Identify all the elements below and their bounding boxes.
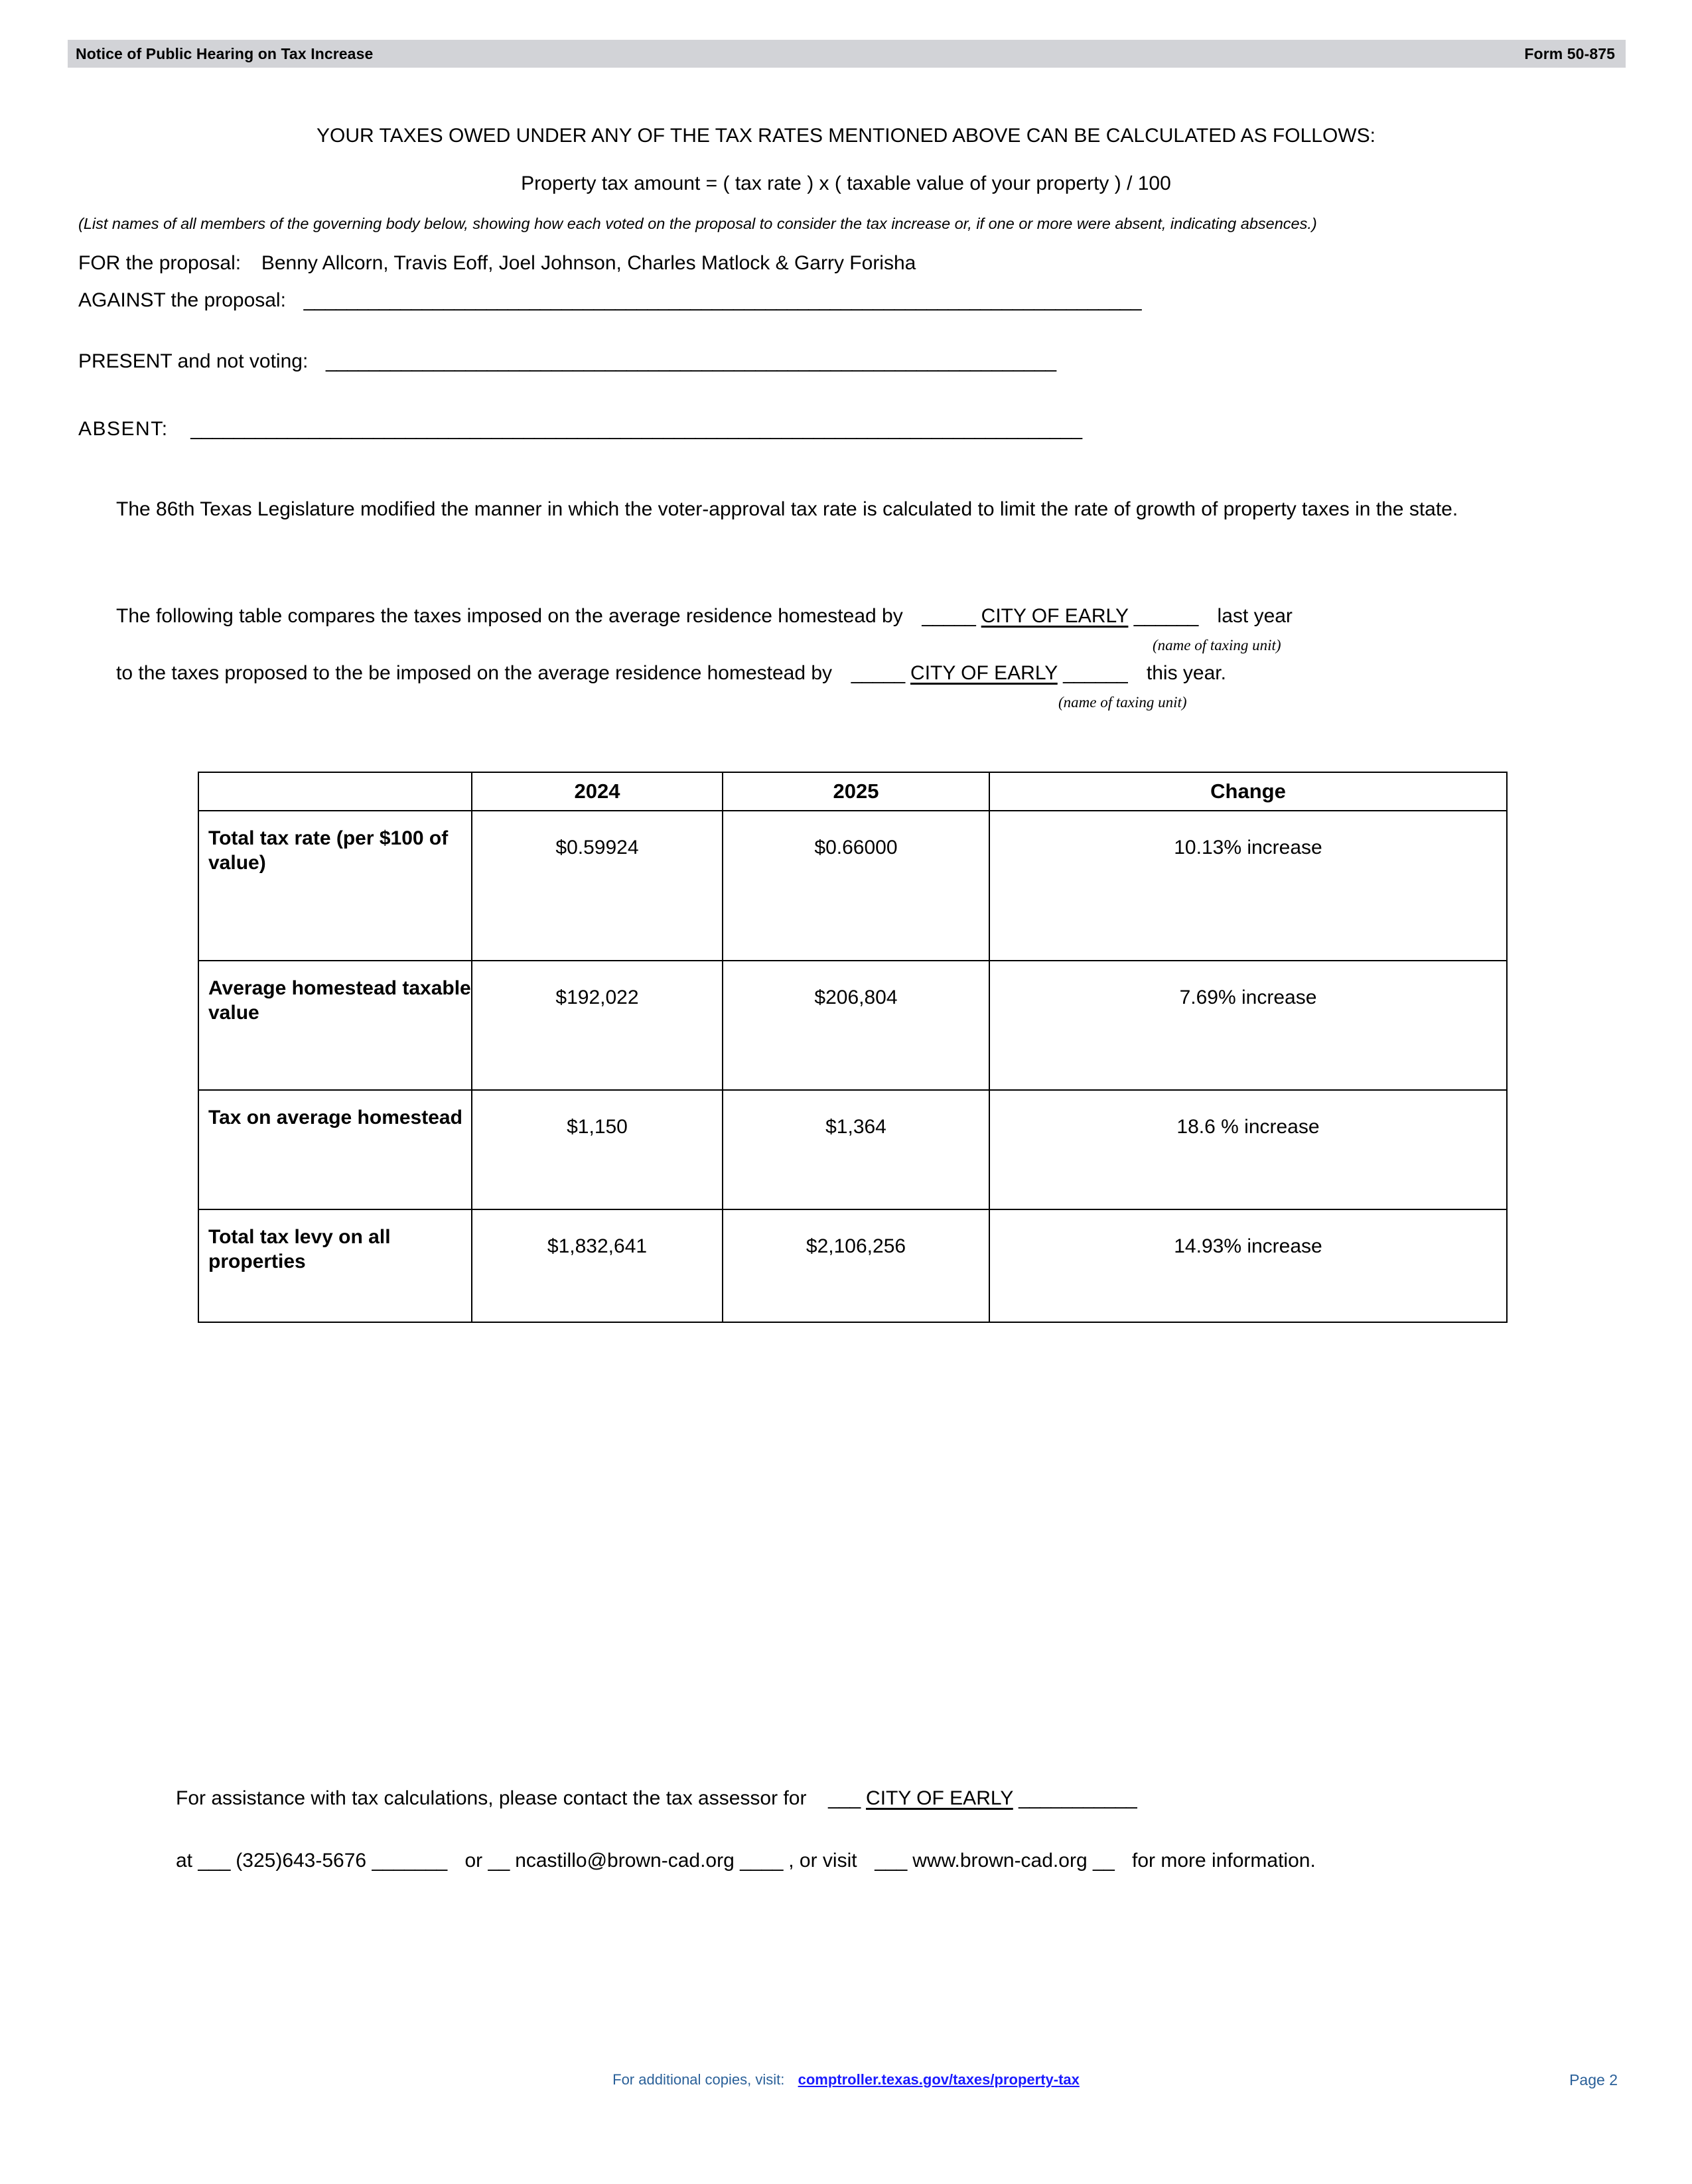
cell-total-levy-2024: $1,832,641 [472,1209,723,1322]
assistance-or-label: or [464,1850,483,1872]
vote-against-blank[interactable]: ______________________________________________________________________________ [303,289,1142,311]
email-blank-trail: ____ [740,1850,783,1872]
assessor-website[interactable]: www.brown-cad.org [912,1850,1088,1872]
cell-tax-on-homestead-change: 18.6 % increase [989,1090,1507,1209]
unit-caption-2: (name of taxing unit) [1058,694,1187,711]
page-number: Page 2 [1569,2071,1618,2088]
comparison-line-2 [116,661,1226,686]
cell-total-levy-2025: $2,106,256 [723,1209,989,1322]
governing-body-instruction: (List names of all members of the governing body below, showing how each voted on the proposal to consider the tax increase or, if one or more were absent, indicating absences.) [78,215,1317,232]
assessor-email[interactable]: ncastillo@brown-cad.org [515,1850,735,1872]
cell-tax-on-homestead-2025: $1,364 [723,1090,989,1209]
phone-blank-trail: _______ [372,1850,447,1872]
col-header-2025: 2025 [723,772,989,811]
table-row [198,1090,1507,1209]
comptroller-link[interactable]: comptroller.texas.gov/taxes/property-tax [798,2071,1080,2088]
assistance-at-label: at [176,1850,193,1872]
table-header-row [198,772,1507,811]
comparison-line-2-unit[interactable]: CITY OF EARLY [910,662,1058,684]
cell-tax-rate-2025: $0.66000 [723,811,989,961]
comparison-line-2-blank-lead: _____ [851,662,905,684]
cell-total-levy-change: 14.93% increase [989,1209,1507,1322]
footer-note: For additional copies, visit: [612,2071,785,2088]
vote-present-label: PRESENT and not voting: [78,350,309,372]
vote-absent-line [78,417,1082,442]
row-label-tax-on-homestead: Tax on average homestead [198,1090,472,1209]
legislature-paragraph: The 86th Texas Legislature modified the manner in which the voter-approval tax rate is calculated to limit the rate of growth of property taxes in the state. [116,498,1458,520]
cell-tax-rate-change: 10.13% increase [989,811,1507,961]
comparison-line-1-suffix: last year [1217,605,1293,627]
assistance-blank-trail: ___________ [1019,1787,1137,1809]
phone-blank-lead: ___ [198,1850,230,1872]
col-header-2024: 2024 [472,772,723,811]
comparison-line-2-suffix: this year. [1146,662,1226,684]
vote-absent-label: ABSENT: [78,418,169,440]
cell-tax-on-homestead-2024: $1,150 [472,1090,723,1209]
comparison-line-1-prefix: The following table compares the taxes imposed on the average residence homestead by [116,605,903,627]
assistance-unit[interactable]: CITY OF EARLY [866,1787,1013,1809]
assistance-visit-label: , or visit [788,1850,857,1872]
comparison-line-1-blank-trail: ______ [1133,605,1198,627]
assistance-tail: for more information. [1132,1850,1316,1872]
cell-homestead-value-2024: $192,022 [472,961,723,1090]
form-header-bar [68,40,1626,68]
vote-absent-blank[interactable]: ___________________________________________________________________________________ [190,418,1082,440]
vote-present-line [78,349,1056,374]
comparison-line-1-blank-lead: _____ [922,605,976,627]
table-row [198,961,1507,1090]
unit-caption-1: (name of taxing unit) [1153,637,1281,653]
vote-present-blank[interactable]: ____________________________________________________________________ [326,350,1056,372]
assistance-line-2 [176,1846,1316,1876]
row-label-total-levy: Total tax levy on all properties [198,1209,472,1322]
assistance-blank-lead: ___ [828,1787,861,1809]
footer-note-wrap [0,2071,1692,2088]
tax-comparison-table [198,772,1508,1323]
comparison-line-1 [116,604,1293,629]
vote-for-label: FOR the proposal: [78,252,242,274]
col-header-blank [198,772,472,811]
taxes-owed-heading: YOUR TAXES OWED UNDER ANY OF THE TAX RATES MENTIONED ABOVE CAN BE CALCULATED AS FOLLOWS: [317,125,1375,147]
col-header-change: Change [989,772,1507,811]
cell-homestead-value-2025: $206,804 [723,961,989,1090]
tax-formula: Property tax amount = ( tax rate ) x ( taxable value of your property ) / 100 [521,172,1171,194]
comparison-line-2-blank-trail: ______ [1063,662,1128,684]
table-row [198,1209,1507,1322]
cell-tax-rate-2024: $0.59924 [472,811,723,961]
assessor-phone[interactable]: (325)643-5676 [236,1850,367,1872]
comparison-line-1-unit[interactable]: CITY OF EARLY [981,605,1129,627]
row-label-homestead-value: Average homestead taxable value [198,961,472,1090]
table-row [198,811,1507,961]
row-label-tax-rate: Total tax rate (per $100 of value) [198,811,472,961]
email-blank-lead: __ [488,1850,510,1872]
vote-against-label: AGAINST the proposal: [78,289,286,311]
comparison-line-2-prefix: to the taxes proposed to the be imposed on the average residence homestead by [116,662,833,684]
assistance-prefix: For assistance with tax calculations, please contact the tax assessor for [176,1787,807,1809]
vote-against-line [78,288,1141,313]
vote-for-line [78,251,916,276]
form-number: Form 50-875 [1524,44,1615,62]
web-blank-lead: ___ [875,1850,907,1872]
form-title: Notice of Public Hearing on Tax Increase [76,44,374,62]
cell-homestead-value-change: 7.69% increase [989,961,1507,1090]
assistance-line-1 [176,1783,1137,1813]
vote-for-value[interactable]: Benny Allcorn, Travis Eoff, Joel Johnson, Charles Matlock & Garry Forisha [261,252,916,274]
web-blank-trail: __ [1092,1850,1115,1872]
